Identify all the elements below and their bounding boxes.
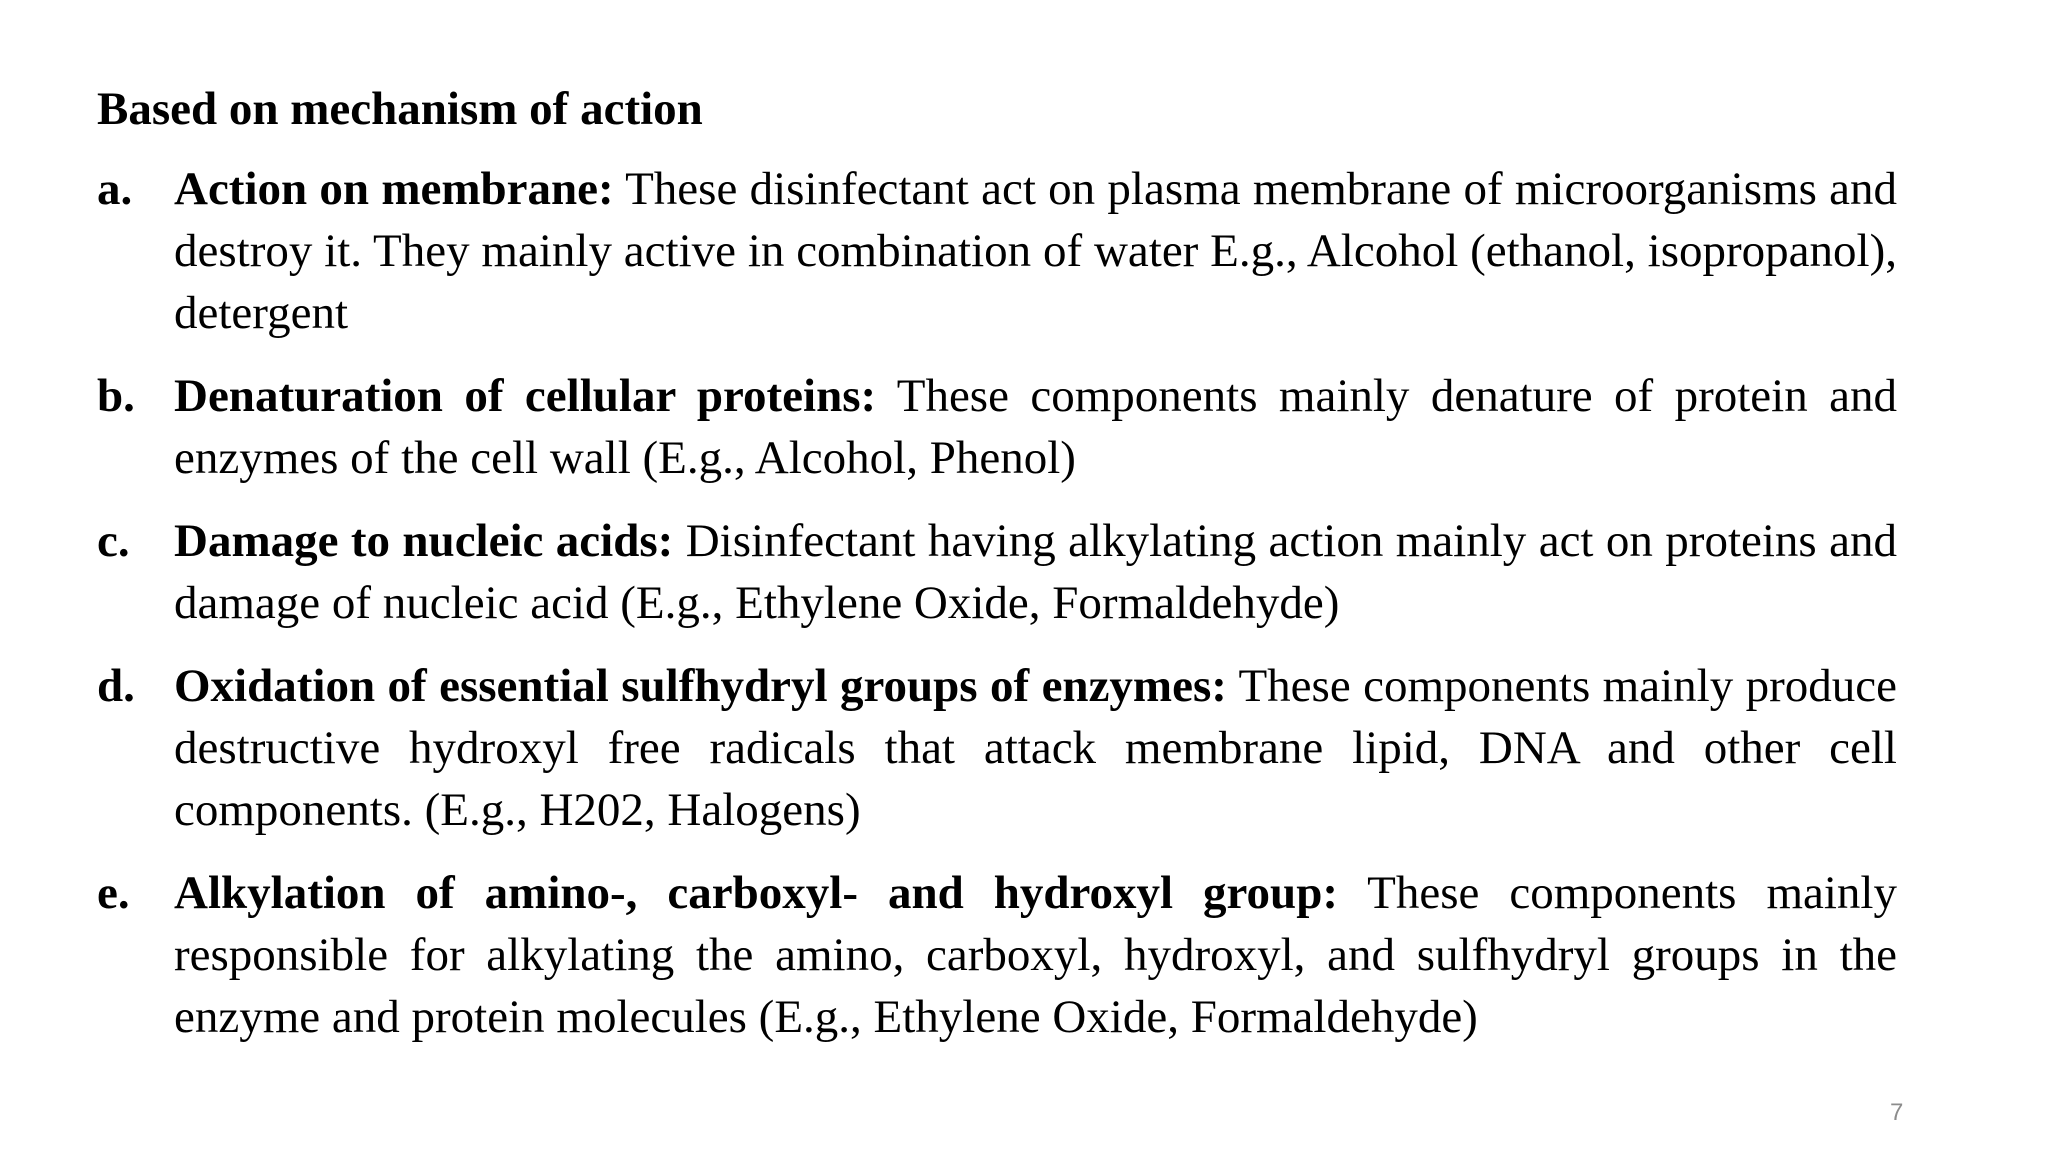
item-marker: d. [97,660,135,712]
item-title: Damage to nucleic acids: [174,515,674,567]
item-title: Denaturation of cellular proteins: [174,370,877,422]
item-title: Alkylation of amino-, carboxyl- and hydroxyl group: [174,867,1338,919]
list-item-d [97,655,1897,841]
list-item-a [97,158,1897,344]
slide-heading: Based on mechanism of action [97,83,703,135]
item-marker: b. [97,370,135,422]
item-text: These components mainly produce destructive hydroxyl free radicals that attack membrane lipid, DNA and other cell components. (E.g., H202, Halogens) [174,660,1897,836]
item-text: Disinfectant having alkylating action mainly act on proteins and damage of nucleic acid (E.g., Ethylene Oxide, Formaldehyde) [174,515,1897,629]
item-text: These components mainly denature of protein and enzymes of the cell wall (E.g., Alcohol, Phenol) [174,370,1897,484]
item-title: Oxidation of essential sulfhydryl groups of enzymes: [174,660,1227,712]
item-marker: e. [97,867,130,919]
list-item-e [97,862,1897,1048]
item-marker: a. [97,163,133,215]
list-item-b [97,365,1897,489]
item-text: These disinfectant act on plasma membrane of microorganisms and destroy it. They mainly active in combination of water E.g., Alcohol (ethanol, isopropanol), detergent [174,163,1897,339]
item-marker: c. [97,515,130,567]
mechanism-list [97,158,1897,1069]
list-item-c [97,510,1897,634]
item-text: These components mainly responsible for alkylating the amino, carboxyl, hydroxyl, and sulfhydryl groups in the enzyme and protein molecules (E.g., Ethylene Oxide, Formaldehyde) [174,867,1897,1043]
page-number: 7 [1890,1099,1904,1126]
item-title: Action on membrane: [174,163,614,215]
